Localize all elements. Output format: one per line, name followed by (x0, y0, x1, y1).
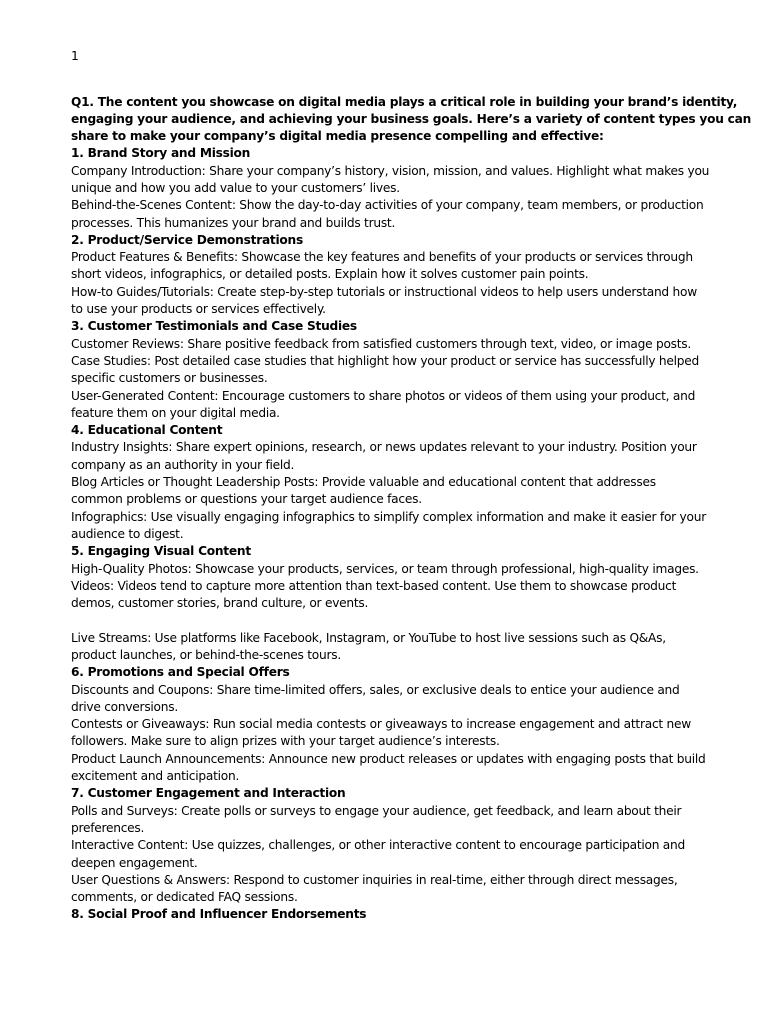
text-line: comments, or dedicated FAQ sessions. (71, 890, 298, 905)
heading-line: 6. Promotions and Special Offers (71, 665, 290, 680)
heading-line: 2. Product/Service Demonstrations (71, 232, 303, 247)
text-line: Infographics: Use visually engaging infographics to simplify complex information and make it easier for your (71, 509, 706, 524)
heading-line: share to make your company’s digital media presence compelling and effective: (71, 129, 604, 144)
text-line: Videos: Videos tend to capture more attention than text-based content. Use them to showcase product (71, 578, 677, 593)
text-line: Blog Articles or Thought Leadership Posts: Provide valuable and educational content that addresses (71, 475, 656, 490)
text-line: company as an authority in your field. (71, 457, 295, 472)
heading-line: 8. Social Proof and Influencer Endorsements (71, 907, 367, 922)
text-line: Product Launch Announcements: Announce new product releases or updates with engaging posts that build (71, 751, 706, 766)
heading-line: engaging your audience, and achieving your business goals. Here’s a variety of content types you can (71, 111, 752, 126)
text-line: deepen engagement. (71, 855, 198, 870)
text-line: preferences. (71, 820, 145, 835)
text-line: Product Features & Benefits: Showcase the key features and benefits of your products or services through (71, 250, 693, 265)
text-line: Company Introduction: Share your company’s history, vision, mission, and values. Highlight what makes you (71, 163, 710, 178)
text-line (71, 612, 697, 629)
text-line: drive conversions. (71, 699, 178, 714)
heading-line: 5. Engaging Visual Content (71, 544, 251, 559)
text-line: short videos, infographics, or detailed posts. Explain how it solves customer pain points. (71, 267, 589, 282)
text-line: User Questions & Answers: Respond to customer inquiries in real-time, either through direct messages, (71, 872, 678, 887)
text-line: Contests or Giveaways: Run social media contests or giveaways to increase engagement and attract new (71, 717, 691, 732)
text-line: demos, customer stories, brand culture, or events. (71, 596, 369, 611)
text-line: audience to digest. (71, 526, 184, 541)
text-line: Behind-the-Scenes Content: Show the day-to-day activities of your company, team members, or production (71, 198, 704, 213)
heading-line: 4. Educational Content (71, 423, 223, 438)
text-line: Industry Insights: Share expert opinions, research, or news updates relevant to your industry. Position your (71, 440, 697, 455)
text-line: followers. Make sure to align prizes with your target audience’s interests. (71, 734, 500, 749)
text-line: Discounts and Coupons: Share time-limited offers, sales, or exclusive deals to entice your audience and (71, 682, 680, 697)
text-line: Polls and Surveys: Create polls or surveys to engage your audience, get feedback, and learn about their (71, 803, 682, 818)
text-line: Case Studies: Post detailed case studies that highlight how your product or service has successfully helped (71, 353, 700, 368)
text-line: to use your products or services effectively. (71, 302, 326, 317)
text-line: common problems or questions your target audience faces. (71, 492, 422, 507)
heading-line: 3. Customer Testimonials and Case Studies (71, 319, 357, 334)
heading-line: 1. Brand Story and Mission (71, 146, 251, 161)
page-number: 1 (71, 49, 79, 63)
text-line: feature them on your digital media. (71, 405, 280, 420)
text-line: excitement and anticipation. (71, 769, 240, 784)
document-body (71, 94, 752, 924)
text-line: Live Streams: Use platforms like Facebook, Instagram, or YouTube to host live sessions such as Q&As, (71, 630, 666, 645)
text-line: unique and how you add value to your customers’ lives. (71, 180, 400, 195)
text-line: product launches, or behind-the-scenes tours. (71, 648, 341, 662)
heading-line: 7. Customer Engagement and Interaction (71, 786, 346, 801)
text-line: High-Quality Photos: Showcase your products, services, or team through professional, high-quality images. (71, 561, 699, 576)
text-line: User-Generated Content: Encourage customers to share photos or videos of them using your product, and (71, 388, 696, 403)
text-line: Customer Reviews: Share positive feedback from satisfied customers through text, video, or image posts. (71, 336, 692, 351)
text-line: specific customers or businesses. (71, 371, 268, 386)
text-line: processes. This humanizes your brand and builds trust. (71, 215, 396, 230)
text-line: Interactive Content: Use quizzes, challenges, or other interactive content to encourage participation and (71, 838, 685, 853)
heading-line: Q1. The content you showcase on digital media plays a critical role in building your brand’s identity, (71, 94, 738, 109)
text-line: How-to Guides/Tutorials: Create step-by-step tutorials or instructional videos to help users understand how (71, 284, 697, 299)
